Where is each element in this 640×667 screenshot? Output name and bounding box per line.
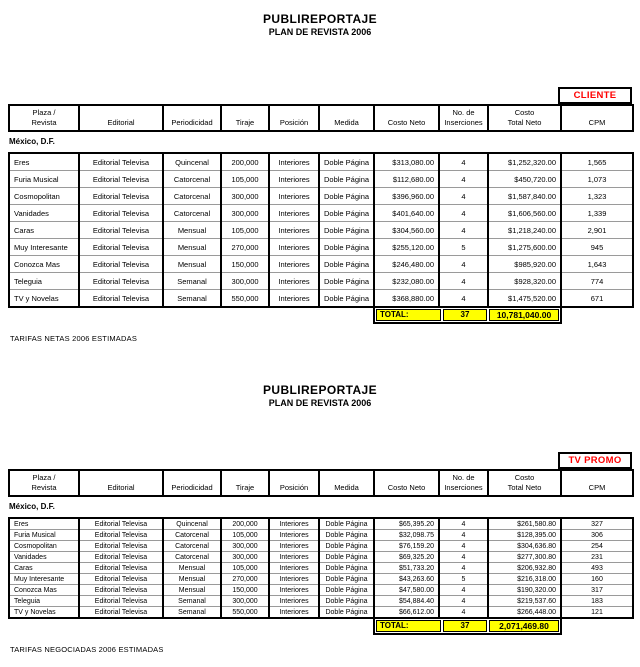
- cell-inserciones: 4: [439, 518, 488, 530]
- col-header-costo-neto: Costo Neto: [374, 470, 439, 496]
- cell-inserciones: 4: [439, 290, 488, 308]
- col-header-posicion: Posición: [269, 470, 319, 496]
- cell-costo-total-neto: $206,932.80: [488, 563, 561, 574]
- cell-cpm: 121: [561, 607, 633, 619]
- cell-costo-total-neto: $216,318.00: [488, 574, 561, 585]
- col-header-cpm: CPM: [561, 105, 633, 131]
- total-bar: [373, 306, 562, 324]
- cell-cpm: 2,901: [561, 222, 633, 239]
- cell-costo-neto: $255,120.00: [374, 239, 439, 256]
- cell-medida: Doble Página: [319, 171, 374, 188]
- table-row: [9, 574, 633, 585]
- region-label: México, D.F.: [9, 502, 55, 511]
- cell-costo-total-neto: $190,320.00: [488, 585, 561, 596]
- cell-costo-total-neto: $261,580.80: [488, 518, 561, 530]
- cell-tiraje: 200,000: [221, 153, 269, 171]
- col-header-posicion: Posición: [269, 105, 319, 131]
- cell-costo-neto: $368,880.00: [374, 290, 439, 308]
- cell-inserciones: 4: [439, 153, 488, 171]
- cell-periodicidad: Quincenal: [163, 153, 221, 171]
- cell-posicion: Interiores: [269, 188, 319, 205]
- cell-medida: Doble Página: [319, 596, 374, 607]
- col-header-medida: Medida: [319, 470, 374, 496]
- cell-plaza-revista: Cosmopolitan: [9, 541, 79, 552]
- col-header-inserciones: No. de Inserciones: [439, 105, 488, 131]
- cell-cpm: 231: [561, 552, 633, 563]
- col-header-costo-total-neto: Costo Total Neto: [488, 470, 561, 496]
- cell-costo-neto: $66,612.00: [374, 607, 439, 619]
- cell-posicion: Interiores: [269, 171, 319, 188]
- cell-inserciones: 4: [439, 205, 488, 222]
- cell-medida: Doble Página: [319, 256, 374, 273]
- page-subtitle: PLAN DE REVISTA 2006: [268, 27, 372, 37]
- cell-costo-total-neto: $304,636.80: [488, 541, 561, 552]
- total-insertions: 37: [443, 620, 487, 632]
- plan-table: [8, 152, 634, 308]
- cell-editorial: Editorial Televisa: [79, 607, 163, 619]
- cell-editorial: Editorial Televisa: [79, 171, 163, 188]
- cell-cpm: 774: [561, 273, 633, 290]
- cell-inserciones: 4: [439, 273, 488, 290]
- cell-plaza-revista: Caras: [9, 222, 79, 239]
- cell-plaza-revista: Caras: [9, 563, 79, 574]
- cell-cpm: 1,643: [561, 256, 633, 273]
- table-row: [9, 290, 633, 308]
- cell-posicion: Interiores: [269, 607, 319, 619]
- cell-posicion: Interiores: [269, 256, 319, 273]
- col-header-medida: Medida: [319, 105, 374, 131]
- cell-inserciones: 4: [439, 256, 488, 273]
- cell-cpm: 160: [561, 574, 633, 585]
- col-header-inserciones: No. de Inserciones: [439, 470, 488, 496]
- cell-costo-total-neto: $985,920.00: [488, 256, 561, 273]
- cell-inserciones: 4: [439, 541, 488, 552]
- cell-periodicidad: Mensual: [163, 574, 221, 585]
- cell-tiraje: 105,000: [221, 530, 269, 541]
- table-row: [9, 518, 633, 530]
- table-row: [9, 541, 633, 552]
- cell-tiraje: 270,000: [221, 574, 269, 585]
- cell-costo-neto: $43,263.60: [374, 574, 439, 585]
- cell-costo-neto: $51,733.20: [374, 563, 439, 574]
- cell-medida: Doble Página: [319, 585, 374, 596]
- cell-inserciones: 4: [439, 585, 488, 596]
- cell-tiraje: 300,000: [221, 552, 269, 563]
- cell-plaza-revista: Eres: [9, 518, 79, 530]
- table-row: [9, 222, 633, 239]
- cell-tiraje: 150,000: [221, 585, 269, 596]
- cell-inserciones: 4: [439, 607, 488, 619]
- cell-costo-neto: $69,325.20: [374, 552, 439, 563]
- cell-tiraje: 300,000: [221, 205, 269, 222]
- cell-tiraje: 300,000: [221, 273, 269, 290]
- cell-medida: Doble Página: [319, 552, 374, 563]
- cell-costo-neto: $232,080.00: [374, 273, 439, 290]
- cell-plaza-revista: Furia Musical: [9, 530, 79, 541]
- footnote: TARIFAS NEGOCIADAS 2006 ESTIMADAS: [10, 645, 164, 654]
- cell-tiraje: 105,000: [221, 563, 269, 574]
- total-insertions: 37: [443, 309, 487, 321]
- cell-costo-total-neto: $928,320.00: [488, 273, 561, 290]
- cell-posicion: Interiores: [269, 552, 319, 563]
- col-header-editorial: Editorial: [79, 470, 163, 496]
- cell-plaza-revista: Conozca Mas: [9, 256, 79, 273]
- cell-costo-neto: $76,159.20: [374, 541, 439, 552]
- cell-cpm: 1,565: [561, 153, 633, 171]
- cell-plaza-revista: TV y Novelas: [9, 290, 79, 308]
- total-cost: 2,071,469.80: [489, 620, 559, 632]
- page-subtitle: PLAN DE REVISTA 2006: [268, 398, 372, 408]
- col-header-plaza-revista: Plaza / Revista: [9, 105, 79, 131]
- cell-medida: Doble Página: [319, 574, 374, 585]
- cell-cpm: 1,339: [561, 205, 633, 222]
- col-header-plaza-revista: Plaza / Revista: [9, 470, 79, 496]
- page-title: PUBLIREPORTAJE: [262, 12, 378, 26]
- cell-editorial: Editorial Televisa: [79, 541, 163, 552]
- cell-costo-total-neto: $277,300.80: [488, 552, 561, 563]
- cell-medida: Doble Página: [319, 153, 374, 171]
- cell-cpm: 254: [561, 541, 633, 552]
- cell-tiraje: 550,000: [221, 290, 269, 308]
- cell-tiraje: 105,000: [221, 222, 269, 239]
- cell-costo-neto: $246,480.00: [374, 256, 439, 273]
- cell-plaza-revista: Muy Interesante: [9, 574, 79, 585]
- cell-periodicidad: Mensual: [163, 239, 221, 256]
- footnote: TARIFAS NETAS 2006 ESTIMADAS: [10, 334, 138, 343]
- cell-editorial: Editorial Televisa: [79, 563, 163, 574]
- table-row: [9, 596, 633, 607]
- cell-tiraje: 105,000: [221, 171, 269, 188]
- cell-medida: Doble Página: [319, 273, 374, 290]
- cell-periodicidad: Semanal: [163, 607, 221, 619]
- cell-plaza-revista: Muy Interesante: [9, 239, 79, 256]
- cell-editorial: Editorial Televisa: [79, 239, 163, 256]
- cell-tiraje: 300,000: [221, 541, 269, 552]
- cell-editorial: Editorial Televisa: [79, 188, 163, 205]
- col-header-periodicidad: Periodicidad: [163, 105, 221, 131]
- cell-inserciones: 4: [439, 171, 488, 188]
- cell-editorial: Editorial Televisa: [79, 205, 163, 222]
- cell-costo-total-neto: $266,448.00: [488, 607, 561, 619]
- cell-plaza-revista: Vanidades: [9, 552, 79, 563]
- cell-periodicidad: Quincenal: [163, 518, 221, 530]
- table-row: [9, 239, 633, 256]
- cell-posicion: Interiores: [269, 205, 319, 222]
- cell-medida: Doble Página: [319, 205, 374, 222]
- cell-periodicidad: Catorcenal: [163, 205, 221, 222]
- cell-periodicidad: Semanal: [163, 596, 221, 607]
- cell-cpm: 317: [561, 585, 633, 596]
- table-row: [9, 552, 633, 563]
- cell-medida: Doble Página: [319, 518, 374, 530]
- cell-costo-neto: $32,098.75: [374, 530, 439, 541]
- table-row: [9, 205, 633, 222]
- table-row: [9, 188, 633, 205]
- cell-costo-neto: $313,080.00: [374, 153, 439, 171]
- cell-costo-neto: $401,640.00: [374, 205, 439, 222]
- cell-posicion: Interiores: [269, 585, 319, 596]
- total-cost: 10,781,040.00: [489, 309, 559, 321]
- cell-costo-total-neto: $1,475,520.00: [488, 290, 561, 308]
- cell-tiraje: 200,000: [221, 518, 269, 530]
- col-header-tiraje: Tiraje: [221, 105, 269, 131]
- cliente-tag: CLIENTE: [558, 87, 632, 104]
- cell-editorial: Editorial Televisa: [79, 552, 163, 563]
- cell-medida: Doble Página: [319, 541, 374, 552]
- cell-editorial: Editorial Televisa: [79, 256, 163, 273]
- table-row: [9, 530, 633, 541]
- cell-posicion: Interiores: [269, 596, 319, 607]
- cell-tiraje: 550,000: [221, 607, 269, 619]
- cell-posicion: Interiores: [269, 290, 319, 308]
- cell-medida: Doble Página: [319, 607, 374, 619]
- cell-costo-total-neto: $1,218,240.00: [488, 222, 561, 239]
- cell-cpm: 327: [561, 518, 633, 530]
- cell-inserciones: 5: [439, 574, 488, 585]
- cell-inserciones: 4: [439, 222, 488, 239]
- cell-plaza-revista: Teleguia: [9, 596, 79, 607]
- cell-periodicidad: Catorcenal: [163, 530, 221, 541]
- table-row: [9, 563, 633, 574]
- cell-editorial: Editorial Televisa: [79, 530, 163, 541]
- cell-posicion: Interiores: [269, 574, 319, 585]
- cell-tiraje: 300,000: [221, 188, 269, 205]
- cell-editorial: Editorial Televisa: [79, 596, 163, 607]
- section-tv-promo: [0, 343, 640, 654]
- total-label: TOTAL:: [376, 309, 441, 321]
- cell-costo-total-neto: $450,720.00: [488, 171, 561, 188]
- cell-editorial: Editorial Televisa: [79, 290, 163, 308]
- total-label: TOTAL:: [376, 620, 441, 632]
- cell-cpm: 306: [561, 530, 633, 541]
- cell-costo-total-neto: $128,395.00: [488, 530, 561, 541]
- cell-inserciones: 4: [439, 563, 488, 574]
- cell-periodicidad: Mensual: [163, 256, 221, 273]
- cell-medida: Doble Página: [319, 222, 374, 239]
- plan-table-header: [8, 104, 634, 132]
- cell-costo-total-neto: $1,606,560.00: [488, 205, 561, 222]
- cell-cpm: 945: [561, 239, 633, 256]
- cell-medida: Doble Página: [319, 563, 374, 574]
- col-header-costo-neto: Costo Neto: [374, 105, 439, 131]
- cell-plaza-revista: Conozca Mas: [9, 585, 79, 596]
- cell-cpm: 671: [561, 290, 633, 308]
- region-label: México, D.F.: [9, 137, 55, 146]
- cell-posicion: Interiores: [269, 239, 319, 256]
- table-row: [9, 273, 633, 290]
- cell-inserciones: 4: [439, 552, 488, 563]
- cell-plaza-revista: Cosmopolitan: [9, 188, 79, 205]
- cell-editorial: Editorial Televisa: [79, 585, 163, 596]
- cell-posicion: Interiores: [269, 273, 319, 290]
- tag-row: [8, 87, 632, 104]
- cell-inserciones: 5: [439, 239, 488, 256]
- cell-periodicidad: Mensual: [163, 222, 221, 239]
- cell-costo-neto: $47,580.00: [374, 585, 439, 596]
- cell-periodicidad: Catorcenal: [163, 188, 221, 205]
- cell-tiraje: 300,000: [221, 596, 269, 607]
- tv-promo-tag: TV PROMO: [558, 452, 632, 469]
- cell-costo-total-neto: $219,537.60: [488, 596, 561, 607]
- table-row: [9, 585, 633, 596]
- cell-posicion: Interiores: [269, 541, 319, 552]
- cell-costo-total-neto: $1,587,840.00: [488, 188, 561, 205]
- cell-plaza-revista: Furia Musical: [9, 171, 79, 188]
- cell-periodicidad: Mensual: [163, 585, 221, 596]
- cell-costo-neto: $54,884.40: [374, 596, 439, 607]
- cell-medida: Doble Página: [319, 188, 374, 205]
- col-header-editorial: Editorial: [79, 105, 163, 131]
- cell-medida: Doble Página: [319, 290, 374, 308]
- cell-cpm: 1,323: [561, 188, 633, 205]
- cell-cpm: 493: [561, 563, 633, 574]
- cell-inserciones: 4: [439, 530, 488, 541]
- cell-costo-neto: $304,560.00: [374, 222, 439, 239]
- cell-posicion: Interiores: [269, 153, 319, 171]
- cell-editorial: Editorial Televisa: [79, 574, 163, 585]
- cell-costo-neto: $112,680.00: [374, 171, 439, 188]
- plan-table: [8, 517, 634, 619]
- cell-editorial: Editorial Televisa: [79, 273, 163, 290]
- cell-editorial: Editorial Televisa: [79, 153, 163, 171]
- cell-posicion: Interiores: [269, 222, 319, 239]
- col-header-cpm: CPM: [561, 470, 633, 496]
- cell-costo-total-neto: $1,252,320.00: [488, 153, 561, 171]
- cell-tiraje: 150,000: [221, 256, 269, 273]
- table-row: [9, 171, 633, 188]
- cell-editorial: Editorial Televisa: [79, 222, 163, 239]
- cell-costo-neto: $65,395.20: [374, 518, 439, 530]
- cell-plaza-revista: TV y Novelas: [9, 607, 79, 619]
- cell-posicion: Interiores: [269, 563, 319, 574]
- cell-editorial: Editorial Televisa: [79, 518, 163, 530]
- cell-costo-total-neto: $1,275,600.00: [488, 239, 561, 256]
- cell-inserciones: 4: [439, 596, 488, 607]
- table-row: [9, 153, 633, 171]
- col-header-costo-total-neto: Costo Total Neto: [488, 105, 561, 131]
- total-bar: [373, 617, 562, 635]
- cell-plaza-revista: Vanidades: [9, 205, 79, 222]
- cell-cpm: 1,073: [561, 171, 633, 188]
- cell-inserciones: 4: [439, 188, 488, 205]
- col-header-periodicidad: Periodicidad: [163, 470, 221, 496]
- tag-row: [8, 452, 632, 469]
- cell-tiraje: 270,000: [221, 239, 269, 256]
- cell-cpm: 183: [561, 596, 633, 607]
- page-title: PUBLIREPORTAJE: [262, 383, 378, 397]
- cell-costo-neto: $396,960.00: [374, 188, 439, 205]
- col-header-tiraje: Tiraje: [221, 470, 269, 496]
- cell-periodicidad: Catorcenal: [163, 541, 221, 552]
- cell-medida: Doble Página: [319, 239, 374, 256]
- cell-posicion: Interiores: [269, 518, 319, 530]
- cell-periodicidad: Semanal: [163, 273, 221, 290]
- cell-periodicidad: Mensual: [163, 563, 221, 574]
- cell-plaza-revista: Teleguia: [9, 273, 79, 290]
- cell-periodicidad: Semanal: [163, 290, 221, 308]
- cell-periodicidad: Catorcenal: [163, 171, 221, 188]
- plan-table-header: [8, 469, 634, 497]
- cell-medida: Doble Página: [319, 530, 374, 541]
- table-row: [9, 256, 633, 273]
- cell-plaza-revista: Eres: [9, 153, 79, 171]
- cell-posicion: Interiores: [269, 530, 319, 541]
- cell-periodicidad: Catorcenal: [163, 552, 221, 563]
